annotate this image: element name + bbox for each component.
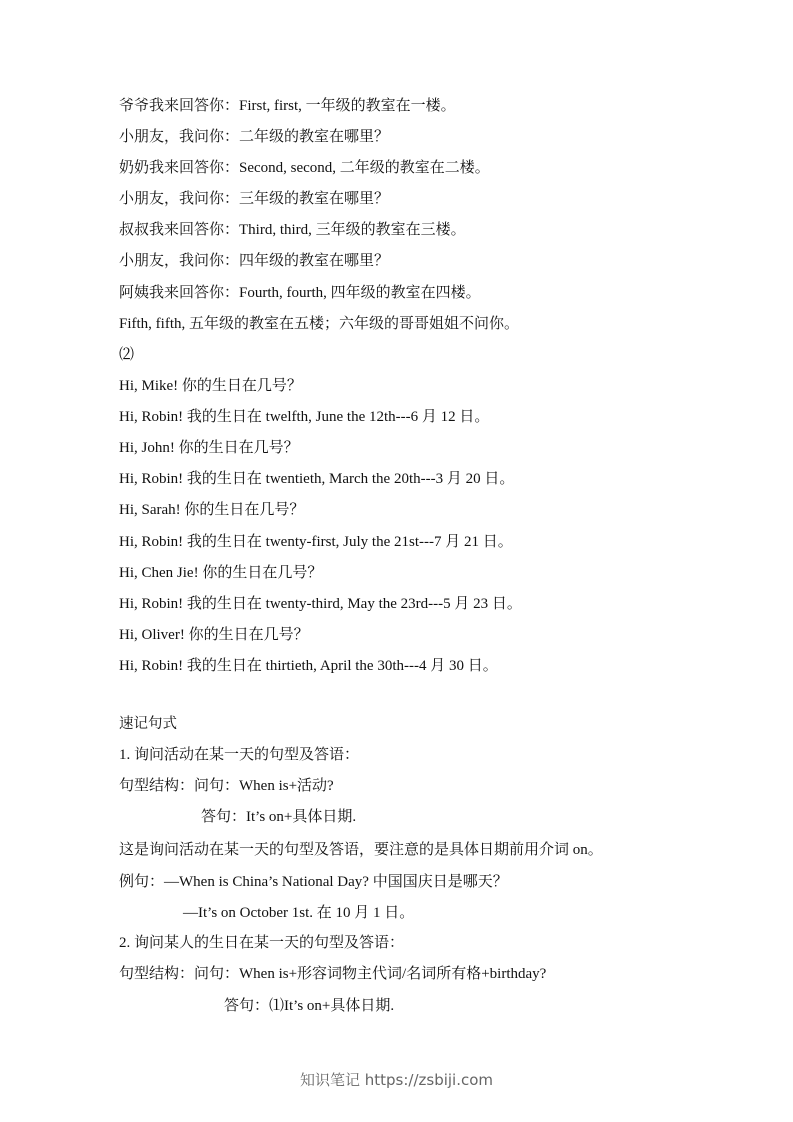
text-line-9: ⑵ [119, 347, 135, 363]
section-line-9: 答句：⑴It’s on+具体日期. [224, 998, 395, 1014]
text-line-16: Hi, Chen Jie! 你的生日在几号？ [119, 565, 323, 581]
text-line-8: Fifth, fifth, 五年级的教室在五楼；六年级的哥哥姐姐不问你。 [119, 316, 519, 332]
section-line-4: 这是询问活动在某一天的句型及答语，要注意的是具体日期前用介词 on。 [119, 842, 603, 858]
section-title: 速记句式 [119, 716, 177, 732]
text-line-1: 爷爷我来回答你：First, first, 一年级的教室在一楼。 [119, 98, 456, 114]
watermark-footer: 知识笔记 https://zsbiji.com [299, 1071, 494, 1089]
text-line-11: Hi, Robin! 我的生日在 twelfth, June the 12th---6 月 12 日。 [119, 409, 490, 425]
section-line-6: —It’s on October 1st. 在 10 月 1 日。 [183, 905, 415, 921]
text-line-12: Hi, John! 你的生日在几号？ [119, 440, 299, 456]
text-line-5: 叔叔我来回答你：Third, third, 三年级的教室在三楼。 [119, 222, 466, 238]
text-line-15: Hi, Robin! 我的生日在 twenty-first, July the 21st---7 月 21 日。 [119, 534, 513, 550]
section-line-5: 例句：—When is China’s National Day? 中国国庆日是哪天？ [119, 874, 508, 890]
text-line-7: 阿姨我来回答你：Fourth, fourth, 四年级的教室在四楼。 [119, 285, 481, 301]
text-line-13: Hi, Robin! 我的生日在 twentieth, March the 20th---3 月 20 日。 [119, 471, 515, 487]
text-line-18: Hi, Oliver! 你的生日在几号？ [119, 627, 309, 643]
text-line-4: 小朋友，我问你：三年级的教室在哪里？ [119, 191, 390, 207]
text-line-3: 奶奶我来回答你：Second, second, 二年级的教室在二楼。 [119, 160, 490, 176]
text-line-19: Hi, Robin! 我的生日在 thirtieth, April the 30th---4 月 30 日。 [119, 658, 498, 674]
text-line-17: Hi, Robin! 我的生日在 twenty-third, May the 23rd---5 月 23 日。 [119, 596, 522, 612]
section-line-3: 答句：It’s on+具体日期. [201, 809, 357, 825]
text-line-6: 小朋友，我问你：四年级的教室在哪里？ [119, 253, 390, 269]
section-line-8: 句型结构：问句：When is+形容词物主代词/名词所有格+birthday? [119, 966, 547, 982]
section-line-7: 2. 询问某人的生日在某一天的句型及答语： [119, 935, 405, 951]
text-line-14: Hi, Sarah! 你的生日在几号？ [119, 502, 305, 518]
section-line-2: 句型结构：问句：When is+活动? [119, 778, 334, 794]
text-line-2: 小朋友，我问你：二年级的教室在哪里？ [119, 129, 390, 145]
section-line-1: 1. 询问活动在某一天的句型及答语： [119, 747, 360, 763]
text-line-10: Hi, Mike! 你的生日在几号？ [119, 378, 302, 394]
